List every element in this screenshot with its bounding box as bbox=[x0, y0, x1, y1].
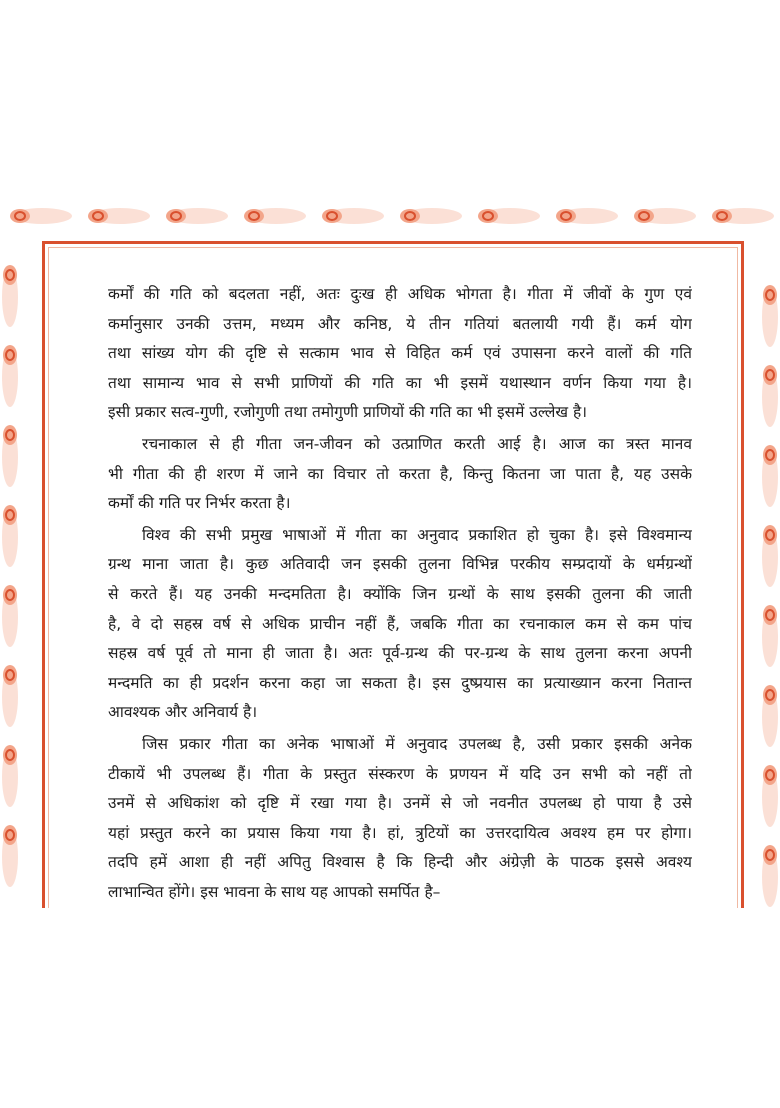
text-line: है, वे दो सहस्र वर्ष से अधिक प्राचीन नहीं हैं, जबकि गीता का रचनाकाल कम से कम पांच bbox=[108, 614, 692, 633]
peacock-feather-icon bbox=[762, 765, 778, 827]
peacock-feather-icon bbox=[712, 208, 774, 224]
text-line: यहां प्रस्तुत करने का प्रयास किया गया है। हां, त्रुटियों का उत्तरदायित्व अवश्य हम पर होगा। bbox=[108, 823, 692, 842]
text-line: ग्रन्थ माना जाता है। कुछ अतिवादी जन इसकी तुलना विभिन्न परकीय सम्प्रदायों के धर्मग्रन्थों bbox=[108, 555, 692, 574]
peacock-feather-icon bbox=[2, 585, 18, 647]
peacock-feather-icon bbox=[478, 208, 540, 224]
peacock-feather-icon bbox=[762, 365, 778, 427]
peacock-feather-icon bbox=[400, 208, 462, 224]
text-line: विश्व की सभी प्रमुख भाषाओं में गीता का अनुवाद प्रकाशित हो चुका है। इसे विश्वमान्य bbox=[142, 525, 692, 544]
text-line: लाभान्वित होंगे। इस भावना के साथ यह आपको समर्पित है– bbox=[108, 882, 441, 901]
text-line: जिस प्रकार गीता का अनेक भाषाओं में अनुवाद उपलब्ध है, उसी प्रकार इसकी अनेक bbox=[142, 734, 692, 753]
peacock-feather-icon bbox=[762, 685, 778, 747]
text-line: रचनाकाल से ही गीता जन-जीवन को उत्प्राणित करती आई है। आज का त्रस्त मानव bbox=[142, 434, 692, 453]
paragraph bbox=[108, 280, 692, 428]
text-line: आवश्यक और अनिवार्य है। bbox=[108, 703, 258, 722]
body-text bbox=[108, 280, 692, 908]
peacock-feather-icon bbox=[762, 525, 778, 587]
peacock-feather-icon bbox=[762, 445, 778, 507]
text-line: इसी प्रकार सत्व-गुणी, रजोगुणी तथा तमोगुणी प्राणियों की गति का भी इसमें उल्लेख है। bbox=[108, 403, 588, 422]
peacock-feather-icon bbox=[2, 665, 18, 727]
book-page bbox=[0, 200, 780, 908]
peacock-feather-icon bbox=[166, 208, 228, 224]
text-line: टीकायें भी उपलब्ध हैं। गीता के प्रस्तुत संस्करण के प्रणयन में यदि उन सभी को नहीं तो bbox=[108, 764, 692, 783]
peacock-feather-icon bbox=[556, 208, 618, 224]
peacock-feather-icon bbox=[762, 605, 778, 667]
text-line: तथा सामान्य भाव से सभी प्राणियों की गति का भी इसमें यथास्थान वर्णन किया गया है। bbox=[108, 373, 692, 392]
text-line: तथा सांख्य योग की दृष्टि से सत्काम भाव से विहित कर्म एवं उपासना करने वालों की गति bbox=[108, 344, 692, 363]
text-line: तदपि हमें आशा ही नहीं अपितु विश्वास है कि हिन्दी और अंग्रेज़ी के पाठक इससे अवश्य bbox=[108, 853, 692, 872]
peacock-feather-icon bbox=[322, 208, 384, 224]
text-line: मन्दमति का ही प्रदर्शन करना कहा जा सकता है। इस दुष्प्रयास का प्रत्याख्यान करना नितान्त bbox=[108, 673, 692, 692]
peacock-feather-icon bbox=[762, 845, 778, 907]
paragraph bbox=[108, 521, 692, 728]
peacock-feather-icon bbox=[634, 208, 696, 224]
peacock-feather-icon bbox=[2, 745, 18, 807]
text-line: कर्मों की गति को बदलता नहीं, अतः दुःख ही अधिक भोगता है। गीता में जीवों के गुण एवं bbox=[108, 285, 692, 303]
text-line: कर्मों की गति पर निर्भर करता है। bbox=[108, 494, 291, 513]
peacock-feather-icon bbox=[2, 345, 18, 407]
peacock-feather-icon bbox=[2, 505, 18, 567]
text-line: उनमें से अधिकांश को दृष्टि में रखा गया है। उनमें से जो नवनीत उपलब्ध हो पाया है उसे bbox=[108, 794, 692, 813]
peacock-feather-icon bbox=[2, 425, 18, 487]
peacock-feather-icon bbox=[10, 208, 72, 224]
peacock-feather-icon bbox=[88, 208, 150, 224]
peacock-feather-icon bbox=[762, 285, 778, 347]
peacock-feather-icon bbox=[2, 265, 18, 327]
text-line: कर्मानुसार उनकी उत्तम, मध्यम और कनिष्ठ, ये तीन गतियां बतलायी गयी हैं। कर्म योग bbox=[108, 314, 692, 333]
paragraph bbox=[108, 430, 692, 519]
text-line: से करते हैं। यह उनकी मन्दमतिता है। क्योंकि जिन ग्रन्थों के साथ इसकी तुलना की जाती bbox=[108, 584, 692, 603]
peacock-feather-icon bbox=[2, 825, 18, 887]
paragraph bbox=[108, 730, 692, 908]
text-line: सहस्र वर्ष पूर्व तो माना ही जाता है। अतः पूर्व-ग्रन्थ की पर-ग्रन्थ के साथ तुलना करना अपनी bbox=[108, 644, 692, 663]
peacock-feather-icon bbox=[244, 208, 306, 224]
text-line: भी गीता की ही शरण में जाने का विचार तो करता है, किन्तु कितना जा पाता है, यह उसके bbox=[108, 464, 692, 483]
